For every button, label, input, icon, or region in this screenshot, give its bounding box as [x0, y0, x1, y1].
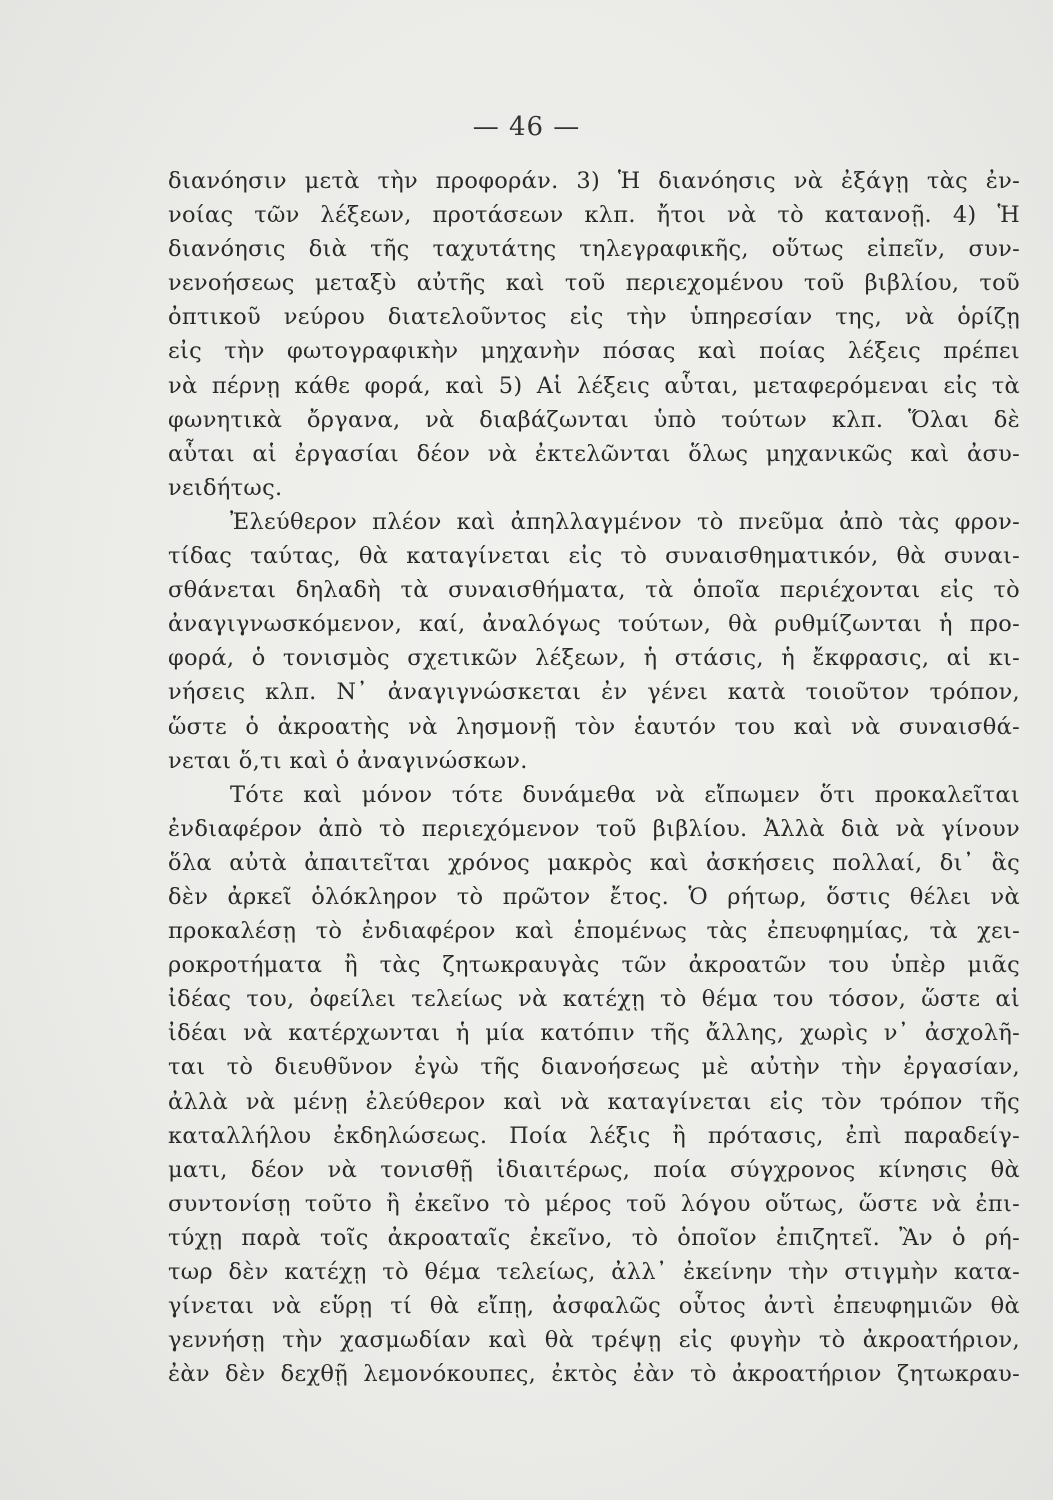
text-line: Τότε καὶ μόνον τότε δυνάμεθα νὰ εἴπωμεν ὅτι προκαλεῖται — [230, 781, 1020, 808]
text-line: τίδας ταύτας, θὰ καταγίνεται εἰς τὸ συναισθηματικόν, θὰ συναι- — [168, 543, 1020, 570]
text-line: ἰδέαι νὰ κατέρχωνται ἡ μία κατόπιν τῆς ἄλλης, χωρὶς ν᾽ ἀσχολῆ- — [168, 1020, 1020, 1047]
text-line: γεννήσῃ τὴν χασμωδίαν καὶ θὰ τρέψῃ εἰς φυγὴν τὸ ἀκροατήριον, — [168, 1327, 1020, 1354]
text-line: ματι, δέον νὰ τονισθῇ ἰδιαιτέρως, ποία σύγχρονος κίνησις θὰ — [168, 1156, 1020, 1183]
text-line: φωνητικὰ ὄργανα, νὰ διαβάζωνται ὑπὸ τούτων κλπ. Ὅλαι δὲ — [168, 406, 1020, 433]
text-line: τύχῃ παρὰ τοῖς ἀκροαταῖς ἐκεῖνο, τὸ ὁποῖον ἐπιζητεῖ. Ἂν ὁ ρή- — [168, 1224, 1020, 1251]
text-line: νενοήσεως μεταξὺ αὐτῆς καὶ τοῦ περιεχομένου τοῦ βιβλίου, τοῦ — [168, 270, 1020, 297]
text-line: αὗται αἱ ἐργασίαι δέον νὰ ἐκτελῶνται ὅλως μηχανικῶς καὶ ἀσυ- — [168, 440, 1020, 467]
text-line: διανόησις διὰ τῆς ταχυτάτης τηλεγραφικῆς, οὕτως εἰπεῖν, συν- — [168, 236, 1020, 263]
text-line: εἰς τὴν φωτογραφικὴν μηχανὴν πόσας καὶ ποίας λέξεις πρέπει — [168, 338, 1020, 365]
text-line: γίνεται νὰ εὕρῃ τί θὰ εἴπῃ, ἀσφαλῶς οὗτος ἀντὶ ἐπευφημιῶν θὰ — [168, 1293, 1020, 1320]
text-line: νοίας τῶν λέξεων, προτάσεων κλπ. ἤτοι νὰ τὸ κατανοῇ. 4) Ἡ — [168, 202, 1020, 229]
text-line: ὅλα αὐτὰ ἀπαιτεῖται χρόνος μακρὸς καὶ ἀσκήσεις πολλαί, δι᾽ ἃς — [168, 849, 1020, 876]
text-line: δὲν ἀρκεῖ ὁλόκληρον τὸ πρῶτον ἔτος. Ὁ ρήτωρ, ὅστις θέλει νὰ — [168, 883, 1020, 910]
page-number: — 46 — — [472, 112, 581, 142]
text-line: ροκροτήματα ἢ τὰς ζητωκραυγὰς τῶν ἀκροατῶν του ὑπὲρ μιᾶς — [168, 952, 1020, 979]
text-line: φορά, ὁ τονισμὸς σχετικῶν λέξεων, ἡ στάσις, ἡ ἔκφρασις, αἱ κι- — [168, 645, 1020, 672]
text-line: ὀπτικοῦ νεύρου διατελοῦντος εἰς τὴν ὑπηρεσίαν της, νὰ ὁρίζῃ — [168, 304, 1020, 331]
text-line: νειδήτως. — [168, 474, 283, 501]
text-line: καταλλήλου ἐκδηλώσεως. Ποία λέξις ἢ πρότασις, ἐπὶ παραδείγ- — [168, 1122, 1020, 1149]
text-line: νήσεις κλπ. Ν᾽ ἀναγιγνώσκεται ἐν γένει κατὰ τοιοῦτον τρόπον, — [168, 679, 1020, 706]
text-line: συντονίσῃ τοῦτο ἢ ἐκεῖνο τὸ μέρος τοῦ λόγου οὕτως, ὥστε νὰ ἐπι- — [168, 1190, 1020, 1217]
text-line: ται τὸ διευθῦνον ἐγὼ τῆς διανοήσεως μὲ αὐτὴν τὴν ἐργασίαν, — [168, 1054, 1020, 1081]
text-line: διανόησιν μετὰ τὴν προφοράν. 3) Ἡ διανόησις νὰ ἐξάγῃ τὰς ἐν- — [168, 168, 1020, 194]
text-line: ἀναγιγνωσκόμενον, καί, ἀναλόγως τούτων, θὰ ρυθμίζωνται ἡ προ- — [168, 611, 1020, 638]
text-line: τωρ δὲν κατέχῃ τὸ θέμα τελείως, ἀλλ᾽ ἐκείνην τὴν στιγμὴν κατα- — [168, 1259, 1020, 1285]
text-line: ἰδέας του, ὀφείλει τελείως νὰ κατέχῃ τὸ θέμα του τόσον, ὥστε αἱ — [168, 986, 1020, 1013]
text-line: ἀλλὰ νὰ μένῃ ἐλεύθερον καὶ νὰ καταγίνεται εἰς τὸν τρόπον τῆς — [168, 1088, 1020, 1115]
text-line: νὰ πέρνῃ κάθε φορά, καὶ 5) Αἱ λέξεις αὗται, μεταφερόμεναι εἰς τὰ — [168, 372, 1020, 399]
text-line: σθάνεται δηλαδὴ τὰ συναισθήματα, τὰ ὁποῖα περιέχονται εἰς τὸ — [168, 577, 1020, 604]
text-line: νεται ὅ,τι καὶ ὁ ἀναγινώσκων. — [168, 747, 528, 774]
text-line: προκαλέσῃ τὸ ἐνδιαφέρον καὶ ἑπομένως τὰς ἐπευφημίας, τὰ χει- — [168, 918, 1020, 945]
text-line: ὥστε ὁ ἀκροατὴς νὰ λησμονῇ τὸν ἑαυτόν του καὶ νὰ συναισθά- — [168, 713, 1020, 740]
text-line: ἐὰν δὲν δεχθῇ λεμονόκουπες, ἐκτὸς ἐὰν τὸ ἀκροατήριον ζητωκραυ- — [168, 1361, 1020, 1388]
text-line: ἐνδιαφέρον ἀπὸ τὸ περιεχόμενον τοῦ βιβλίου. Ἀλλὰ διὰ νὰ γίνουν — [168, 815, 1020, 842]
body-text — [168, 164, 1020, 1391]
text-line: Ἐλεύθερον πλέον καὶ ἀπηλλαγμένον τὸ πνεῦμα ἀπὸ τὰς φρον- — [230, 508, 1020, 535]
